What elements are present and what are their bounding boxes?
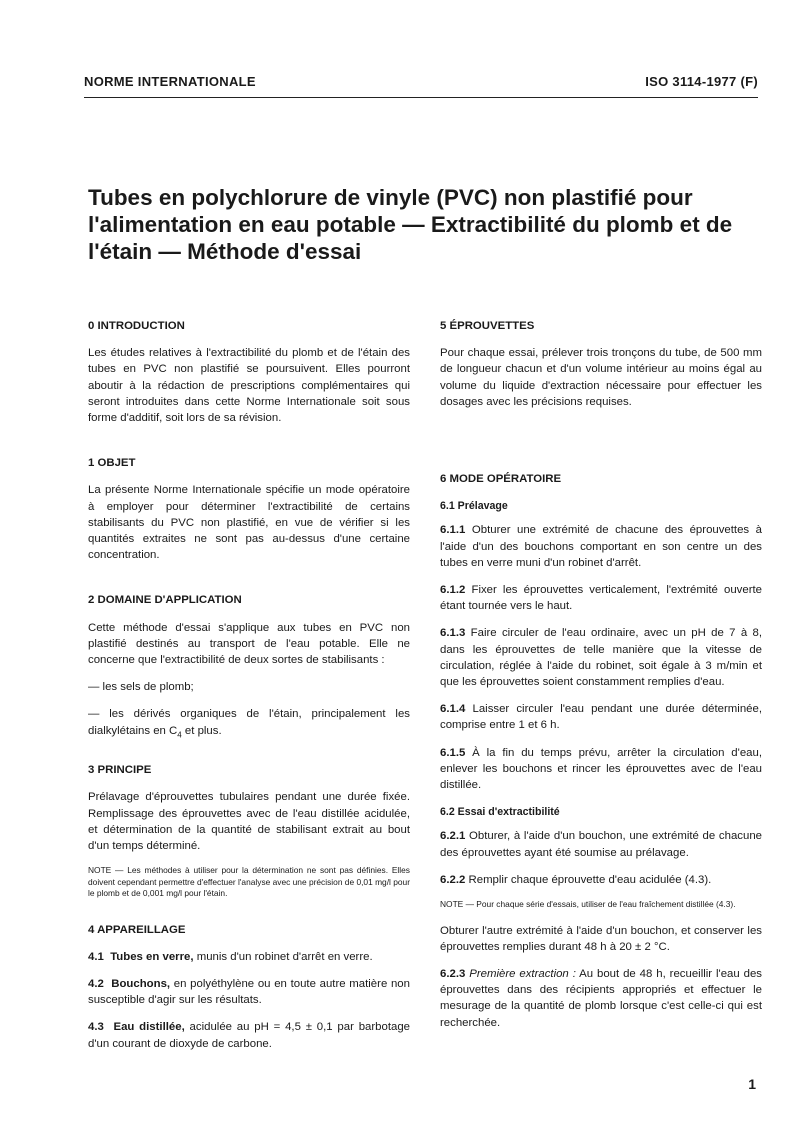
section-heading: 4 APPAREILLAGE: [88, 923, 186, 936]
page-number: 1: [748, 1076, 756, 1092]
section-heading: 6 MODE OPÉRATOIRE: [440, 473, 562, 486]
clause-4-3: 4.3 Eau distillée, acidulée au pH = 4,5 ± 0,1 par barbotage d'un courant de dioxyde de carbone.: [88, 1021, 410, 1050]
section-heading: 2 DOMAINE D'APPLICATION: [88, 594, 242, 607]
paragraph: La présente Norme Internationale spécifie un mode opératoire à employer pour déterminer l'extractibilité de certains stabilisants du PVC non plastifié, en vue de vérifier si les quantités extraites ne sont pas au-dessus d'une certaine concentration.: [88, 484, 410, 562]
note: NOTE — Pour chaque série d'essais, utiliser de l'eau fraîchement distillée (4.3).: [440, 899, 736, 910]
paragraph: Prélavage d'éprouvettes tubulaires pendant une durée fixée. Remplissage des éprouvettes avec de l'eau distillée acidulée, et détermination de la quantité de stabilisant extrait au bout d'un temps déterminé.: [88, 791, 410, 852]
clause-6-1-3: 6.1.3 Faire circuler de l'eau ordinaire, avec un pH de 7 à 8, dans les éprouvettes de telle manière que la vitesse de circulation, réglée à l'aide du robinet, soit égale à 3 m/min et que les éprouvettes soient constamment remplies d'eau.: [440, 627, 762, 689]
document-title: Tubes en polychlorure de vinyle (PVC) non plastifié pour l'alimentation en eau potable — Extractibilité du plomb et de l'étain — Méthode d'essai: [88, 185, 733, 264]
header-left: NORME INTERNATIONALE: [84, 74, 256, 89]
paragraph: Obturer l'autre extrémité à l'aide d'un bouchon, et conserver les éprouvettes remplies durant 48 h à 20 ± 2 °C.: [440, 924, 762, 953]
clause-4-2: 4.2 Bouchons, en polyéthylène ou en toute autre matière non susceptible d'agir sur les résultats.: [88, 978, 410, 1007]
clause-6-2-1: 6.2.1 Obturer, à l'aide d'un bouchon, une extrémité de chacune des éprouvettes ayant été soumise au prélavage.: [440, 830, 762, 859]
section-heading: 0 INTRODUCTION: [88, 320, 185, 332]
subsection-heading: 6.2 Essai d'extractibilité: [440, 806, 560, 819]
paragraph: Les études relatives à l'extractibilité du plomb et de l'étain des tubes en PVC non plastifié se poursuivent. Elles pourront aboutir à la rédaction de prescriptions complémentaires qui seront introduites dans cette Norme Internationale soit sous forme d'additif, soit lors de sa révision.: [88, 347, 410, 425]
clause-4-1: 4.1 Tubes en verre, munis d'un robinet d'arrêt en verre.: [88, 950, 373, 963]
list-item: — les dérivés organiques de l'étain, principalement les dialkylétains en $C_4$ et plus.: [88, 708, 410, 739]
section-heading: 5 ÉPROUVETTES: [440, 320, 535, 332]
note: NOTE — Les méthodes à utiliser pour la détermination ne sont pas définies. Elles doivent cependant permettre d'effectuer l'analyse avec une précision de 0,01 mg/l pour le plomb et de 0,001 mg/l pour l'étain.: [88, 865, 410, 899]
header-rule: [84, 97, 758, 98]
clause-6-1-1: 6.1.1 Obturer une extrémité de chacune des éprouvettes à l'aide d'un des bouchons comportant en son centre un des tubes en verre muni d'un robinet d'arrêt.: [440, 524, 762, 569]
section-heading: 3 PRINCIPE: [88, 764, 152, 777]
paragraph: Pour chaque essai, prélever trois tronçons du tube, de 500 mm de longueur chacun et d'un volume intérieur au moins égal au volume du liquide d'extraction nécessaire pour effectuer les dosages avec les précisions requises.: [440, 347, 762, 408]
header-right: ISO 3114-1977 (F): [645, 74, 758, 89]
clause-6-1-2: 6.1.2 Fixer les éprouvettes verticalement, l'extrémité ouverte étant tournée vers le haut.: [440, 584, 762, 613]
running-header: [84, 74, 758, 89]
clause-6-1-4: 6.1.4 Laisser circuler l'eau pendant une durée déterminée, comprise entre 1 et 6 h.: [440, 703, 762, 732]
paragraph: Cette méthode d'essai s'applique aux tubes en PVC non plastifié destinés au transport de l'eau potable. Elle ne concerne que l'extractibilité de deux sortes de stabilisants :: [88, 621, 410, 667]
clause-6-2-2: 6.2.2 Remplir chaque éprouvette d'eau acidulée (4.3).: [440, 873, 712, 886]
list-item: — les sels de plomb;: [88, 681, 194, 694]
left-column: [88, 318, 410, 1063]
right-column: [440, 318, 762, 1042]
clause-6-2-3: 6.2.3 Première extraction : Au bout de 48 h, recueillir l'eau des éprouvettes dans des récipients appropriés et effectuer le mesurage de la quantité de plomb lorsque c'est celle-ci qui est recherchée.: [440, 967, 762, 1029]
clause-6-1-5: 6.1.5 À la fin du temps prévu, arrêter la circulation d'eau, enlever les bouchons et rincer les éprouvettes avec de l'eau distillée.: [440, 746, 762, 792]
subsection-heading: 6.1 Prélavage: [440, 500, 508, 513]
section-heading: 1 OBJET: [88, 457, 136, 470]
